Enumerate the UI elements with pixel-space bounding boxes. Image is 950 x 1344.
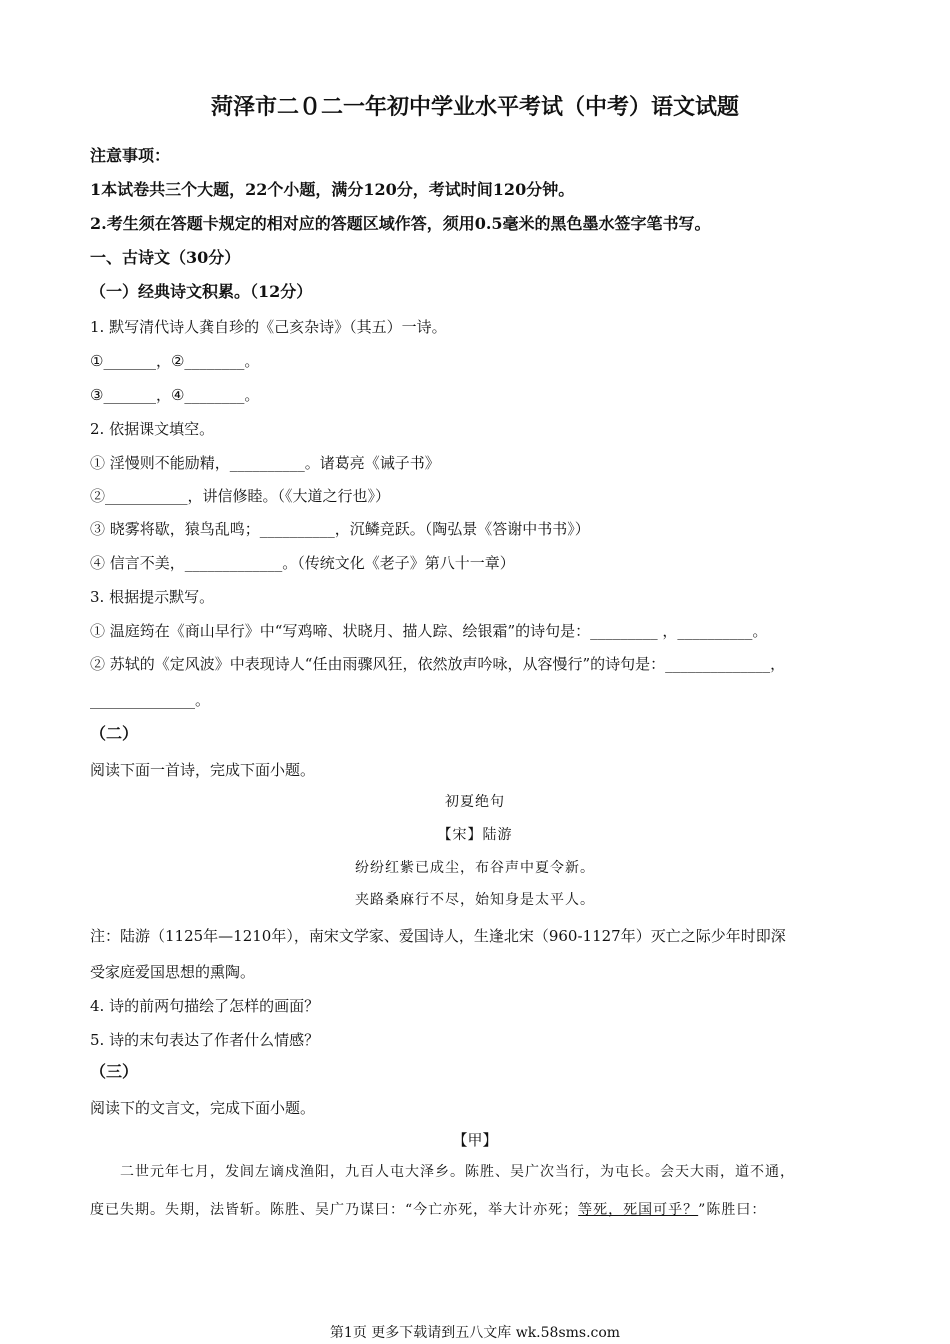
question-4: 4. 诗的前两句描绘了怎样的画面？ [90,997,320,1015]
passage-label: 【甲】 [452,1131,498,1149]
question-2: 2. 依据课文填空。 [90,420,215,438]
poem-author: 【宋】陆游 [437,827,513,843]
passage-text-end: ”陈胜曰： [698,1202,767,1218]
question-1: 1. 默写清代诗人龚自珍的《己亥杂诗》（其五）一诗。 [90,318,447,336]
passage-line-1: 二世元年七月，发闾左谪戍渔阳，九百人屯大泽乡。陈胜、吴广次当行，为屯长。会天大雨，道不通， [120,1164,795,1180]
question-2-item-2: ②___________，讲信修睦。（《大道之行也》） [90,487,391,505]
part-2-heading: （二） [90,724,139,743]
page-title: 菏泽市二０二一年初中学业水平考试（中考）语文试题 [210,95,739,120]
question-3-item-1: ① 温庭筠在《商山早行》中“写鸡啼、状晓月、描人踪、绘银霜”的诗句是：_________ ，__________。 [90,622,768,640]
question-2-item-3: ③ 晓雾将歇，猿鸟乱鸣；__________，沉鳞竞跃。（陶弘景《答谢中书书》） [90,520,590,538]
question-5: 5. 诗的末句表达了作者什么情感？ [90,1031,320,1049]
notice-heading: 注意事项： [90,146,171,165]
question-3-item-2: ② 苏轼的《定风波》中表现诗人“任由雨骤风狂，依然放声吟咏，从容慢行”的诗句是：______________， [90,655,786,673]
underlined-sentence: 等死，死国可乎？ [578,1202,699,1218]
page-footer: 第1页 更多下载请到五八文库 wk.58sms.com [329,1325,621,1341]
passage-line-2 [90,1194,860,1227]
poem-title: 初夏绝句 [445,794,505,810]
part-2-intro: 阅读下面一首诗，完成下面小题。 [90,761,316,779]
question-2-item-4: ④ 信言不美，_____________。（传统文化《老子》第八十一章） [90,554,515,572]
poem-line-2: 夹路桑麻行不尽，始知身是太平人。 [355,892,595,908]
poem-line-1: 纷纷红紫已成尘，布谷声中夏令新。 [355,860,595,876]
question-1-blanks-a: ①_______，②________。 [90,352,260,370]
poem-note-line-2: 受家庭爱国思想的熏陶。 [90,963,256,981]
notice-item-1: 1本试卷共三个大题，22个小题，满分120分，考试时间120分钟。 [90,180,575,199]
notice-item-2: 2.考生须在答题卡规定的相对应的答题区域作答，须用0.5毫米的黑色墨水签字笔书写。 [90,214,711,233]
poem-note-line-1: 注：陆游（1125年—1210年），南宋文学家、爱国诗人，生逢北宋（960-1127年）灭亡之际少年时即深 [90,927,786,945]
question-2-item-1: ① 淫慢则不能励精，__________。诸葛亮《诫子书》 [90,454,440,472]
question-3-item-2-cont: ______________。 [90,691,211,709]
part-heading: （一）经典诗文积累。（12分） [90,282,313,301]
section-heading: 一、古诗文（30分） [90,248,241,267]
question-3: 3. 根据提示默写。 [90,588,215,606]
part-3-intro: 阅读下的文言文，完成下面小题。 [90,1099,316,1117]
part-3-heading: （三） [90,1062,139,1081]
passage-text: 度已失期。失期，法皆斩。陈胜、吴广乃谋曰：“今亡亦死，举大计亦死； [90,1202,579,1218]
question-1-blanks-b: ③_______，④________。 [90,386,260,404]
